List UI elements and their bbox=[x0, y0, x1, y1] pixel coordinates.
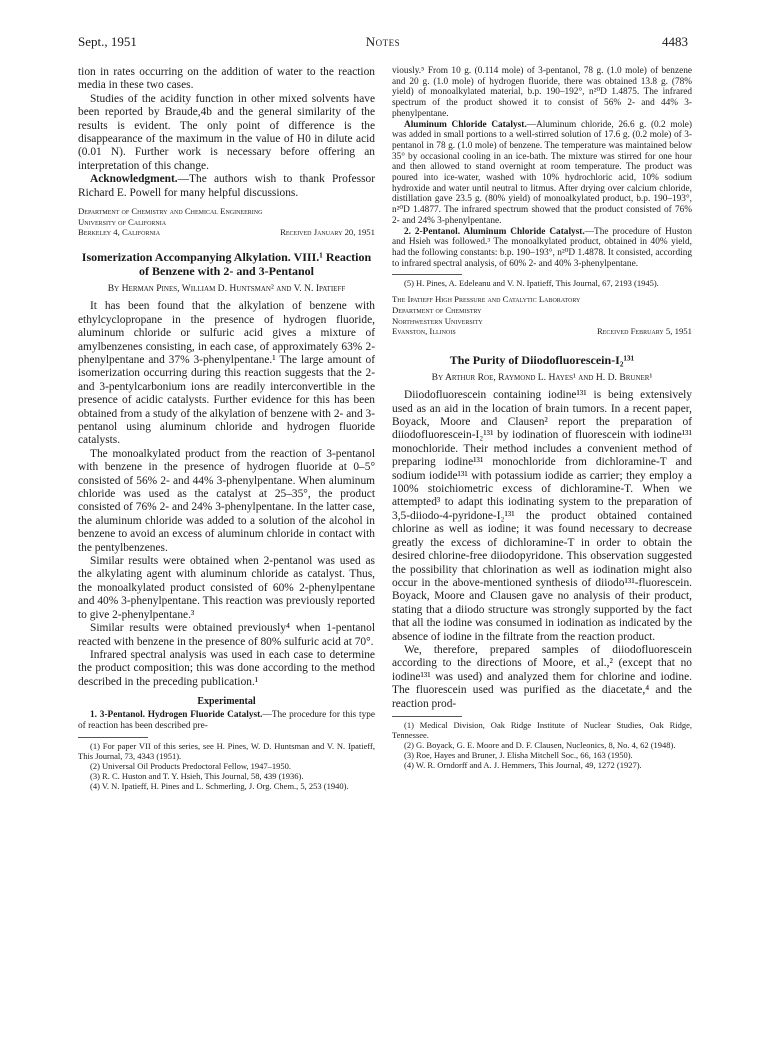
affiliation-block bbox=[78, 206, 375, 238]
run-heading: 2. 2-Pentanol. Aluminum Chloride Catalyst. bbox=[404, 226, 585, 237]
experimental-paragraph bbox=[392, 227, 692, 270]
footnote-divider bbox=[78, 737, 148, 738]
header-page-number: 4483 bbox=[662, 34, 688, 49]
received-date: Received February 5, 1951 bbox=[596, 326, 692, 337]
footnote: (2) Universal Oil Products Predoctoral Fellow, 1947–1950. bbox=[90, 760, 292, 771]
run-text: —The procedure of Huston and Hsieh was followed.³ The monoalkylated product, obtained in 40% yield, had the following constants: b.p. 190–193°, n²⁰D 1.4878. It consisted, according to infrared spectral analysis, of 60% 2- and 40% 3-phenylpentane. bbox=[392, 226, 692, 269]
affiliation-line: Department of Chemistry bbox=[392, 304, 482, 315]
article-authors: By Herman Pines, William D. Huntsman² and V. N. Ipatieff bbox=[107, 282, 346, 294]
run-text: —The procedure for this type of reaction has been described pre- bbox=[78, 710, 375, 731]
running-header bbox=[78, 34, 688, 54]
paragraph: Similar results were obtained when 2-pentanol was used as the alkylating agent with aluminum chloride as catalyst. Thus, the monoalkylated product consisted of 60% 2-phenylpentane and 40% 3-phenylpentane. This reaction was previously reported to give 2-phenylpentane.³ bbox=[78, 555, 375, 621]
experimental-paragraph: viously.⁵ From 10 g. (0.114 mole) of 3-pentanol, 78 g. (1.0 mole) of benzene and 20 g. (1.0 mole) of hydrogen fluoride, there was obtained 13.8 g. (78% yield) of monoalkylated material, b.p. 190–192°, n²⁰D 1.4875. The infrared spectrum of the product showed it to consist of 56% 2- and 44% 3-phenylpentane. bbox=[392, 66, 692, 119]
footnote: (4) V. N. Ipatieff, H. Pines and L. Schmerling, J. Org. Chem., 5, 253 (1940). bbox=[90, 780, 349, 791]
article-title: Isomerization Accompanying Alkylation. VIII.¹ Reaction of Benzene with 2- and 3-Pentanol bbox=[81, 249, 372, 278]
article-title: The Purity of Diiodofluorescein-I₂¹³¹ bbox=[449, 352, 635, 367]
run-text: —Aluminum chloride, 26.6 g. (0.2 mole) was added in small portions to a well-stirred solution of 17.6 g. (0.2 mole) of 3-pentanol in 78 g. (1.0 mole) of benzene. The temperature was maintained below 35° by occasional cooling in an ice-bath. The mixture was stirred for one hour and then allowed to stand overnight at room temperature. The product was poured into ice-water, washed with 10% hydrochloric acid, 10% sodium hydroxide and water until neutral to litmus. After drying over calcium chloride, distillation gave 23.5 g. (80% yield) of monoalkylated product, b.p. 190–193°, n²⁰D 1.4877. The infrared spectrum showed that the product consisted of 76% 2- and 24% 3-phenylpentane. bbox=[392, 119, 693, 226]
header-date: Sept., 1951 bbox=[78, 34, 137, 49]
footnote-divider bbox=[392, 716, 462, 717]
run-heading: 1. 3-Pentanol. Hydrogen Fluoride Catalyst. bbox=[90, 710, 263, 721]
experimental-paragraph bbox=[78, 710, 375, 731]
affiliation-block bbox=[392, 294, 692, 336]
left-column bbox=[78, 66, 375, 791]
affiliation-line bbox=[392, 326, 692, 337]
paragraph: tion in rates occurring on the addition of water to the reaction media in these two cases. bbox=[78, 66, 375, 92]
acknowledgment-text: —The authors wish to thank Professor Richard E. Powell for many helpful discussions. bbox=[78, 173, 375, 199]
footnote-divider bbox=[392, 274, 462, 275]
paragraph: It has been found that the alkylation of benzene with ethylcyclopropane in the presence of hydrogen fluoride, aluminum chloride or sulfuric acid gives a mixture of amylbenzenes consisting, in each case, of approximately 63% 2-phenylpentane and 37% 3-phenylpentane.¹ The large amount of isomerization occurring during this reaction suggests that the 2- and 3-pentylcarbonium ions are readily interconvertible in the presence of acidic catalysts. Further evidence for this has been obtained from a study of the alkylation of benzene with 2- and 3-pentanol using aluminum chloride and hydrogen fluoride catalysts. bbox=[78, 300, 375, 447]
footnote: (3) R. C. Huston and T. Y. Hsieh, This Journal, 58, 439 (1936). bbox=[90, 770, 304, 781]
footnote: (1) For paper VII of this series, see H. Pines, W. D. Huntsman and V. N. Ipatieff, This Journal, 73, 4343 (1951). bbox=[78, 740, 375, 761]
received-date: Received January 20, 1951 bbox=[280, 227, 375, 238]
footnote: (2) G. Boyack, G. E. Moore and D. F. Clausen, Nucleonics, 8, No. 4, 62 (1948). bbox=[404, 739, 676, 750]
affiliation-line: University of California bbox=[78, 216, 167, 227]
paragraph: Diiodofluorescein containing iodine¹³¹ is being extensively used as an aid in the location of brain tumors. In a recent paper, Boyack, Moore and Clausen² report the preparation of diiodofluorescein-I₂¹³¹ by iodination of fluorescein with iodine¹³¹ monochloride. Their method includes a convenient method of preparing iodine¹³¹ monochloride from dichloramine-T and sodium iodide¹³¹ with potassium iodide as carrier; they employ a 100% stoichiometric excess of dichloramine-T. When we attempted³ to adapt this iodinating system to the preparation of 3,5-diiodo-4-pyridone-I₂¹³¹ the product obtained contained chlorine as well as iodine; it was found necessary to decrease greatly the excess of dichloramine-T in order to obtain the desired chlorine-free diiodopyridone. This observation suggested the possibility that chlorination as well as iodination might also occur in the above-mentioned synthesis of diiodo¹³¹-fluorescein. Boyack, Moore and Clausen gave no analysis of their product, stating that a diiodo structure was strongly supported by the fact that all the iodine was consumed in iodination as indicated by the absence of iodine in the filtrate from the reaction product. bbox=[392, 389, 692, 643]
acknowledgment-heading: Acknowledgment. bbox=[90, 173, 178, 186]
right-column bbox=[392, 66, 692, 770]
paragraph: We, therefore, prepared samples of diiodofluorescein according to the directions of Moore, et al.,² (except that no iodine¹³¹ was used) and analyzed them for chlorine and iodine. The fluorescein used was purified as the diacetate,⁴ and the reaction prod- bbox=[392, 643, 692, 710]
article-authors: By Arthur Roe, Raymond L. Hayes¹ and H. D. Bruner¹ bbox=[431, 371, 653, 383]
header-section: Notes bbox=[365, 34, 401, 49]
footnote: (3) Roe, Hayes and Bruner, J. Elisha Mitchell Soc., 66, 163 (1950). bbox=[404, 749, 633, 760]
paragraph: Similar results were obtained previously⁴ when 1-pentanol reacted with benzene in the presence of 80% sulfuric acid at 70°. bbox=[78, 622, 375, 648]
footnote: (1) Medical Division, Oak Ridge Institute of Nuclear Studies, Oak Ridge, Tennessee. bbox=[392, 719, 692, 740]
paragraph: Studies of the acidity function in other mixed solvents have been reported by Braude,4b and the general similarity of the results is evident. The only point of difference is the disappearance of the maximum in the value of H0 in dilute acid (0.01 N). Further work is necessary before offering an interpretation of this change. bbox=[78, 92, 375, 172]
footnote: (4) W. R. Orndorff and A. J. Hemmers, This Journal, 49, 1272 (1927). bbox=[404, 759, 642, 770]
paragraph: The monoalkylated product from the reaction of 3-pentanol with benzene in the presence of hydrogen fluoride at 0–5° consisted of 56% 2- and 44% 3-phenylpentane. When aluminum chloride was used as the catalyst at 25–35°, the product consisted of 76% 2- and 24% 3-phenylpentane. In the latter case, the aluminum chloride was added to a solution of the alcohol in benzene to avoid an excess of aluminum chloride in contact with the pentylbenzenes. bbox=[78, 447, 375, 554]
affiliation-line bbox=[78, 227, 375, 238]
paragraph: Infrared spectral analysis was used in each case to determine the product composition; this was done according to the method described in the preceding publication.¹ bbox=[78, 648, 375, 688]
affiliation-line: Northwestern University bbox=[392, 315, 483, 326]
experimental-paragraph bbox=[392, 120, 692, 227]
acknowledgment bbox=[78, 173, 375, 200]
footnote: (5) H. Pines, A. Edeleanu and V. N. Ipatieff, This Journal, 67, 2193 (1945). bbox=[404, 278, 659, 289]
section-heading: Experimental bbox=[197, 696, 256, 708]
run-heading: Aluminum Chloride Catalyst. bbox=[404, 119, 527, 130]
affiliation-city: Berkeley 4, California bbox=[78, 227, 161, 238]
affiliation-city: Evanston, Illinois bbox=[392, 326, 456, 337]
affiliation-line: Department of Chemistry and Chemical Engineering bbox=[78, 206, 263, 217]
affiliation-line: The Ipatieff High Pressure and Catalytic Laboratory bbox=[392, 294, 581, 305]
